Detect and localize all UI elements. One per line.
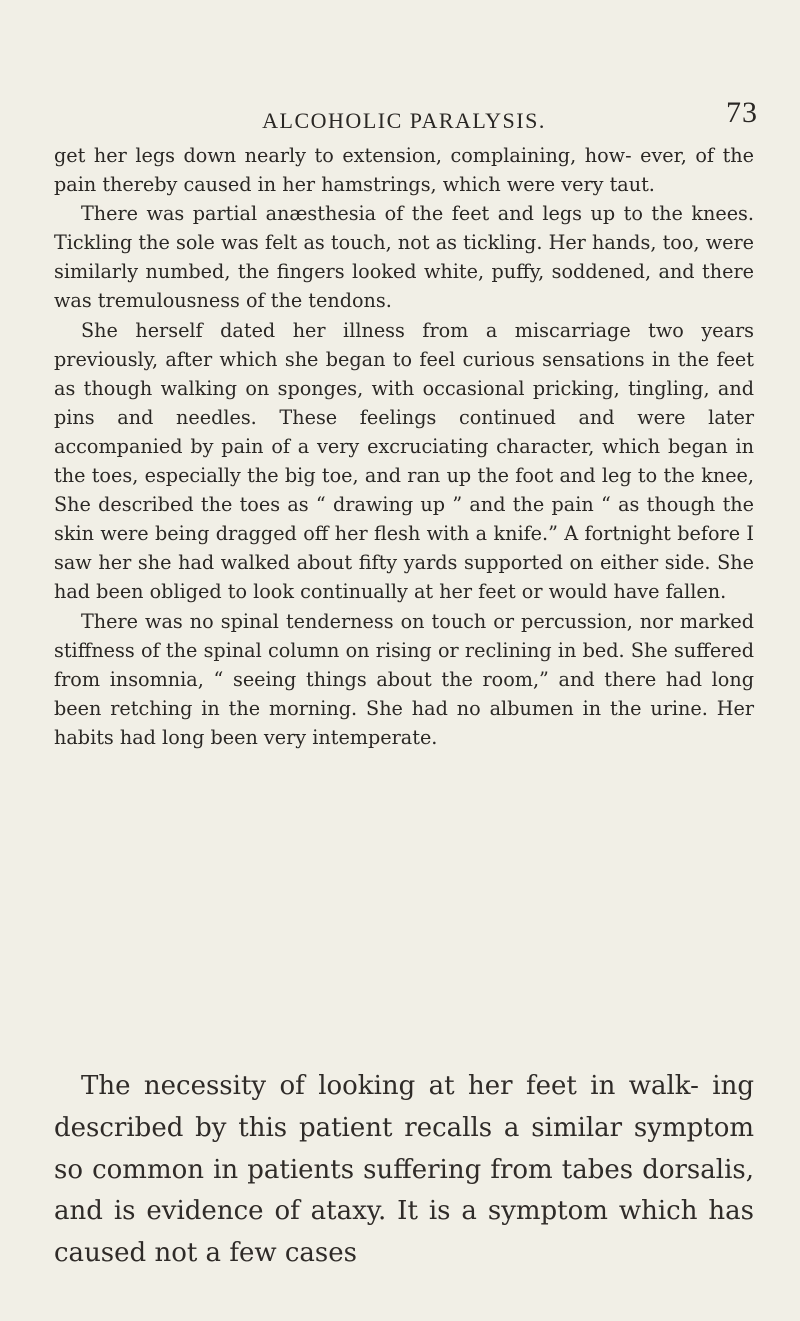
paragraph: There was partial anæsthesia of the feet and legs up to the knees. Tickling the sole was felt as touch, not as tickling. Her hands, too, were similarly numbed, the fingers looked white, puffy, soddened, and there was tremulousness of the tendons. [54,202,754,313]
running-title: ALCOHOLIC PARALYSIS. [262,108,546,133]
commentary-text [54,1066,754,1275]
page-number: 73 [726,96,758,129]
paragraph: get her legs down nearly to extension, complaining, how- ever, of the pain thereby caused in her hamstrings, which were very taut. [54,144,754,197]
running-head [54,96,758,136]
paragraph: There was no spinal tenderness on touch or percussion, nor marked stiffness of the spinal column on rising or reclining in bed. She suffered from insomnia, “ seeing things about the room,” and there had long been retching in the morning. She had no albumen in the urine. Her habits had long been very intemperate. [54,609,754,749]
paragraph: She herself dated her illness from a miscarriage two years previously, after which she began to feel curious sensations in the feet as though walking on sponges, with occasional pricking, tingling, and pins and needles. These feelings continued and were later accompanied by pain of a very excruciating character, which began in the toes, especially the big toe, and ran up the foot and leg to the knee, She described the toes as “ drawing up ” and the pain “ as though the skin were being dragged off her flesh with a knife.” A fortnight before I saw her she had walked about fifty yards supported on either side. She had been obliged to look continually at her feet or would have fallen. [54,318,754,604]
case-report-text [54,141,754,752]
commentary-paragraph: The necessity of looking at her feet in walk- ing described by this patient recalls a similar symptom so common in patients suffering from tabes dorsalis, and is evidence of ataxy. It is a symptom which has caused not a few cases [54,1071,754,1269]
